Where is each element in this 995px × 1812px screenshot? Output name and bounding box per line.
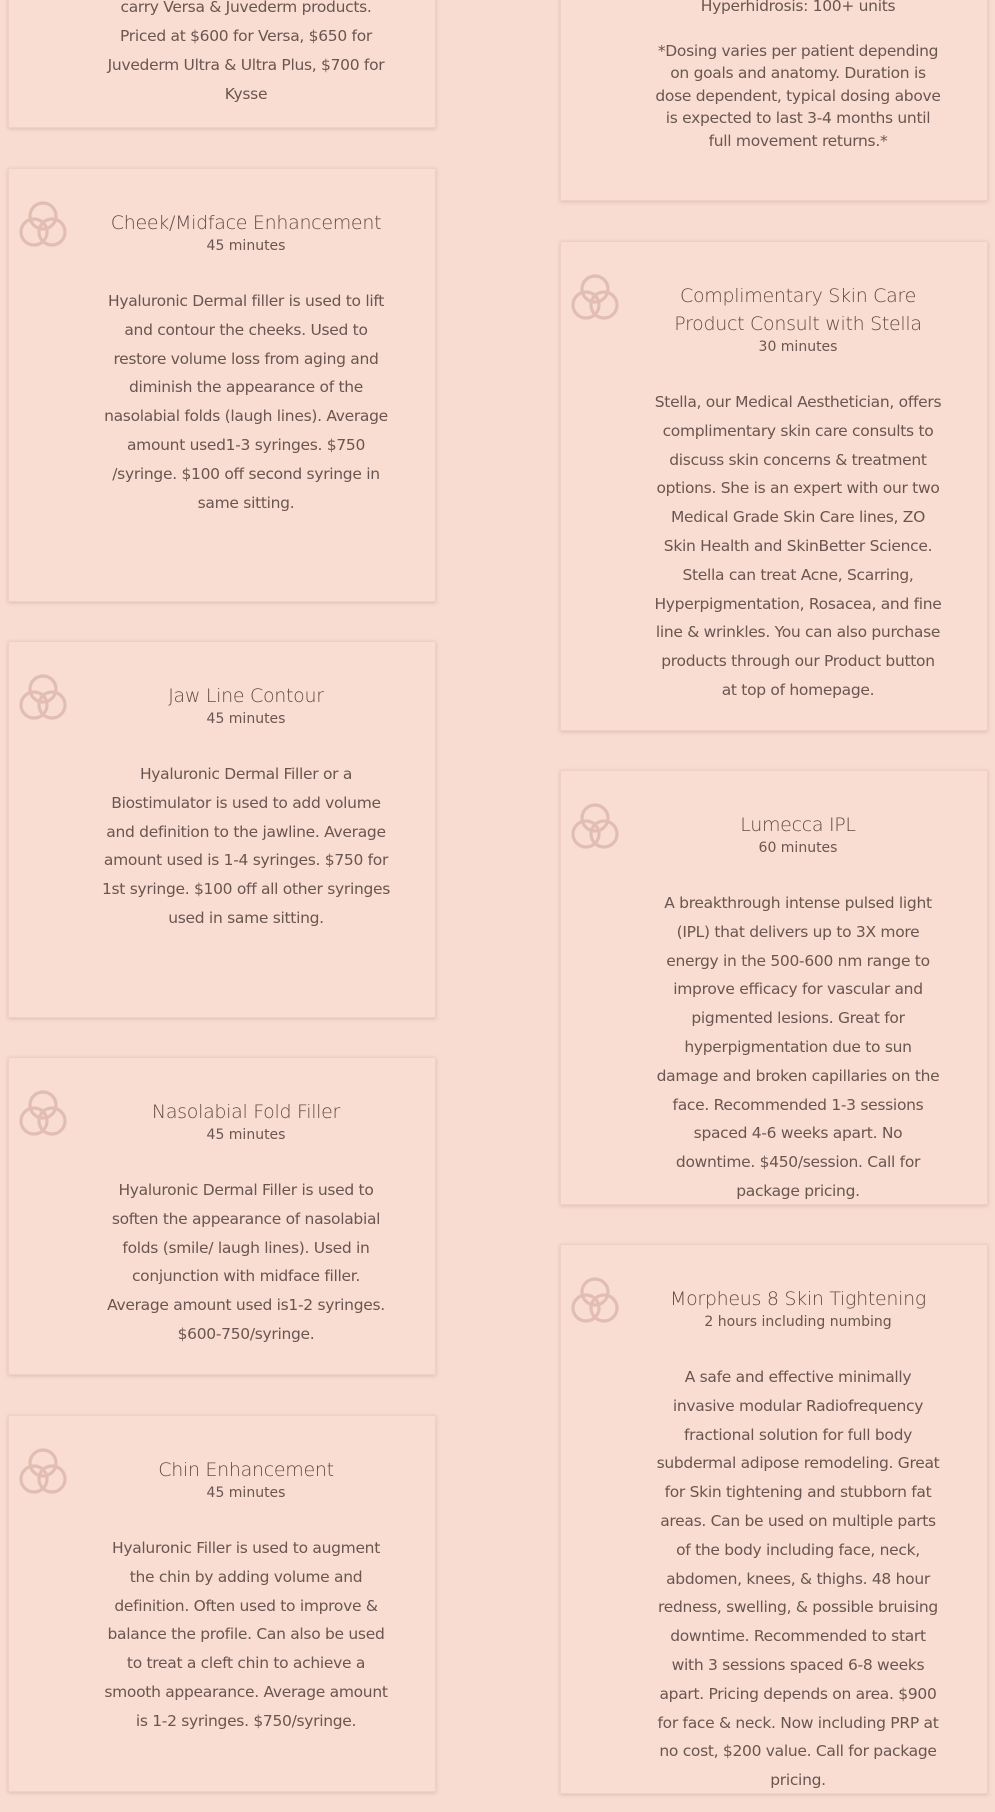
service-description: Hyaluronic Dermal filler is used to lift and contour the cheeks. Used to restore volume loss from aging and diminish the appearance of the nasolabial folds (laugh lines). Average amount used1-3 syringes. $750 /syringe. $100 off second syringe in same sitting. [104, 292, 388, 512]
service-card-skin-care-consult[interactable] [560, 241, 988, 731]
service-card-cheek[interactable] [8, 168, 436, 602]
service-card-lumecca-ipl[interactable] [560, 770, 988, 1205]
service-duration: 60 minutes [758, 840, 838, 856]
interlocking-rings-logo-icon [569, 801, 621, 853]
service-description: A safe and effective minimally invasive modular Radiofrequency fractional solution for full body subdermal adipose remodeling. Great for Skin tightening and stubborn fat areas. Can be used on multiple parts of the body including face, neck, abdomen, knees, & thighs. 48 hour redness, swelling, & possible bruising downtime. Recommended to start with 3 sessions spaced 6-8 weeks apart. Pricing depends on area. $900 for face & neck. Now including PRP at no cost, $200 value. Call for package pricing. [656, 1368, 940, 1790]
service-card-chin[interactable] [8, 1415, 436, 1792]
service-title: Cheek/Midface Enhancement [110, 212, 382, 234]
interlocking-rings-logo-icon [569, 272, 621, 324]
service-title: Chin Enhancement [158, 1459, 334, 1481]
service-description: A breakthrough intense pulsed light (IPL) that delivers up to 3X more energy in the 500-600 nm range to improve efficacy for vascular and pigmented lesions. Great for hyperpigmentation due to sun damage and broken capillaries on the face. Recommended 1-3 sessions spaced 4-6 weeks apart. No downtime. $450/session. Call for package pricing. [656, 894, 940, 1200]
service-description: Stella, our Medical Aesthetician, offers complimentary skin care consults to discuss skin concerns & treatment options. She is an expert with our two Medical Grade Skin Care lines, ZO Skin Health and SkinBetter Science. Stella can treat Acne, Scarring, Hyperpigmentation, Rosacea, and fine line & wrinkles. You can also purchase products through our Product button at top of homepage. [654, 393, 942, 699]
service-card-top-right [560, 0, 988, 201]
service-duration: 45 minutes [206, 711, 286, 727]
service-duration: 2 hours including numbing [704, 1314, 892, 1330]
service-card-jaw-line[interactable] [8, 641, 436, 1018]
service-title: Nasolabial Fold Filler [151, 1101, 341, 1123]
dosing-line: Hyperhidrosis: 100+ units [700, 0, 896, 15]
interlocking-rings-logo-icon [17, 1088, 69, 1140]
service-title: Complimentary Skin Care Product Consult with Stella [674, 285, 922, 335]
service-description: Hyaluronic Filler is used to augment the chin by adding volume and definition. Often used to improve & balance the profile. Can also be used to treat a cleft chin to achieve a smooth appearance. Average amount is 1-2 syringes. $750/syringe. [104, 1539, 388, 1730]
dosing-note: *Dosing varies per patient depending on goals and anatomy. Duration is dose dependent, typical dosing above is expected to last 3-4 months until full movement returns.* [655, 42, 941, 150]
service-title: Lumecca IPL [740, 814, 856, 836]
service-title: Jaw Line Contour [168, 685, 324, 707]
service-duration: 45 minutes [206, 1127, 286, 1143]
service-title: Morpheus 8 Skin Tightening [669, 1288, 926, 1310]
service-card-morpheus-8[interactable] [560, 1244, 988, 1794]
service-description: carry Versa & Juvederm products. Priced at $600 for Versa, $650 for Juvederm Ultra & Ultra Plus, $700 for Kysse [107, 0, 385, 103]
service-description: Hyaluronic Dermal Filler or a Biostimulator is used to add volume and definition to the jawline. Average amount used is 1-4 syringes. $750 for 1st syringe. $100 off all other syringes used in same sitting. [101, 765, 391, 927]
interlocking-rings-logo-icon [17, 672, 69, 724]
service-description: Hyaluronic Dermal Filler is used to soften the appearance of nasolabial folds (smile/ laugh lines). Used in conjunction with midface filler. Average amount used is1-2 syringes. $600-750/syringe. [107, 1181, 385, 1343]
interlocking-rings-logo-icon [17, 199, 69, 251]
service-duration: 45 minutes [206, 1485, 286, 1501]
service-duration: 45 minutes [206, 238, 286, 254]
interlocking-rings-logo-icon [17, 1446, 69, 1498]
service-duration: 30 minutes [758, 339, 838, 355]
service-card-top-left [8, 0, 436, 128]
interlocking-rings-logo-icon [569, 1275, 621, 1327]
service-card-nasolabial[interactable] [8, 1057, 436, 1375]
